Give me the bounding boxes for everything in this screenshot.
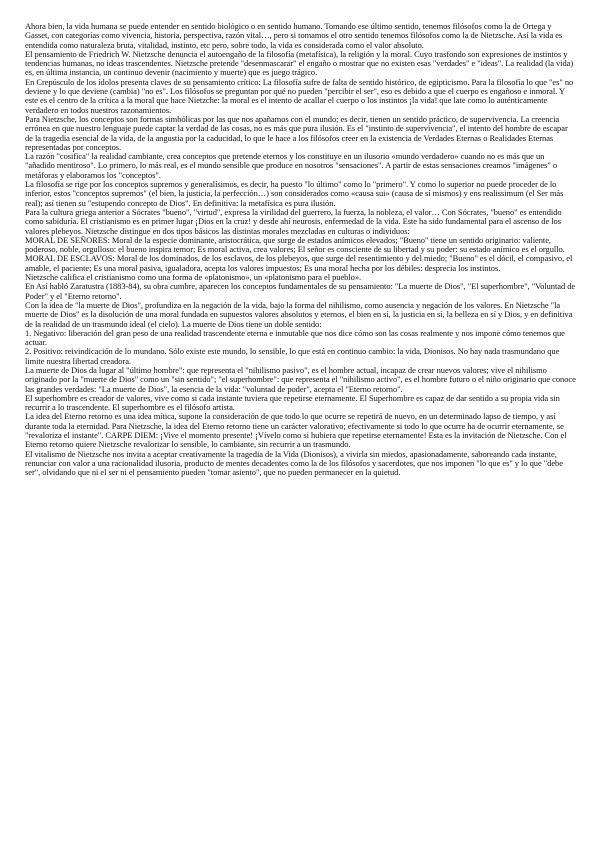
paragraph: MORAL DE ESCLAVOS: Moral de los dominados, de los esclavos, de los plebeyos, que surge del resentimiento y del miedo; "Bueno" es el dócil, el compasivo, el amable, el paciente; Es una moral pasiva, igualadora, acepta los valores impuestos; Es una moral hecha por los débiles: desprecia los instintos. [25, 253, 573, 273]
paragraph: La razón "cosifica" la realidad cambiante, crea conceptos que pretende eternos y los constituye en un ilusorio «mundo verdadero» cuando no es más que un "añadido mentiroso". Lo primero, lo más real, es el mundo sensible que produce en nosotros "sensaciones". A partir de estas sensaciones creamos "imágenes" o metáforas y elaboramos los "conceptos". [25, 151, 558, 180]
paragraph: La filosofía se rige por los conceptos supremos y generalísimos, es decir, ha puesto "lo último" como lo "primero". Y como lo superior no puede proceder de lo inferior, estos "conceptos supremos" (el bien, la justicia, la perfección…) son considerados como «causa sui» (causa de sí mismos) y ens realissimum (el Ser más real); así tienen su "estupendo concepto de Dios". En definitiva: la metafísica es pura ilusión. [25, 179, 564, 208]
paragraph: La muerte de Dios da lugar al "último hombre": que representa el "nihilismo pasivo", es el hombre actual, incapaz de crear nuevos valores; vive el nihilismo originado por la "muerte de Dios" como un "sin sentido"; "el superhombre": que representa el "nihilismo activo", es el hombre futuro o el niño originario que conoce las grandes verdades: "La muerte de Dios", la esencia de la vida: "voluntad de poder", acepta el "Eterno retorno". [25, 364, 576, 394]
paragraph: 1. Negativo: liberación del gran peso de una realidad trascendente eterna e inmutable que nos dice cómo son las cosas realmente y nos impone cómo tenemos que actuar. [25, 327, 565, 348]
paragraph: MORAL DE SEÑORES: Moral de la especie dominante, aristocrática, que surge de estados anímicos elevados; "Bueno" tiene un sentido originario: valiente, poderoso, noble, orgulloso: el bueno inspira temor; Es moral activa, crea valores; El señor es consciente de su libertad y su poder: su estado anímico es el orgullo. [25, 234, 565, 255]
paragraph: Para la cultura griega anterior a Sócrates "bueno", "virtud", expresa la virilidad del guerrero, la fuerza, la nobleza, el valor… Con Sócrates, "bueno" es entendido como sabiduría. El cristianismo es en primer lugar ¡Dios en la cruz! y desde ahí neurosis, enfermedad de la vida. Este ha sido fundamental para el ascenso de los valores plebeyos. Nietzsche distingue en dos tipos básicos las distintas morales mezcladas en culturas o individuos: [25, 206, 562, 236]
paragraph: 2. Positivo: reivindicación de lo mundano. Sólo existe este mundo, lo sensible, lo que está en continuo cambio: la vida, Dionisos. No hay nada trasmundano que limite nuestra libertad creadora. [25, 346, 560, 366]
paragraph: El pensamiento de Friedrich W. Nietzsche denuncia el autoengaño de la filosofía (metafísica), la religión y la moral. Cuyo trasfondo son expresiones de instintos y tendencias humanas, no ideas trascendentes. Nietzsche pretende "desenmascarar" el engaño o mostrar que no existen esas "verdades" e "ideas". La realidad (la vida) es, en última instancia, un continuo devenir (nacimiento y muerte) que es juego trágico. [25, 48, 574, 78]
paragraph: Para Nietzsche, los conceptos son formas simbólicas por las que nos apañamos con el mundo; es decir, tienen un sentido práctico, de supervivencia. La creencia errónea en que nuestro lenguaje puede captar la verdad de las cosas, no es más que pura ilusión. Es el "instinto de supervivencia", el intento del hombre de escapar de la tragedia esencial de la vida, de la angustia por la caducidad, lo que le hace a los filósofos creer en la existencia de Verdades Eternas o Realidades Eternas representadas por conceptos. [25, 113, 568, 152]
paragraph: La idea del Eterno retorno es una idea mítica, supone la consideración de que todo lo que ocurre se repetirá de nuevo, en un determinado lapso de tiempo, y así durante toda la eternidad. Para Nietzsche, la idea del Eterno retorno tiene un carácter valorativo; efectivamente si todo lo que ocurre ha de ocurrir eternamente, se "revaloriza el instante". CARPE DIEM: ¡Vive el momento presente! ¡Vívelo como si hubiera que repetirse eternamente! Esta es la invitación de Nietzsche. Con el Eterno retorno quiere Nietzsche revalorizar lo sensible, lo cambiante, sin recurrir a un trasmundo. [25, 411, 567, 450]
paragraph: El vitalismo de Nietzsche nos invita a aceptar creativamente la tragedia de la Vida (Dionisos), a vivirla sin miedos, apasionadamente, saboreando cada instante, renunciar con valor a una racionalidad ilusoria, producto de mentes decadentes como la de los filósofos y sacerdotes, que nos imponen "lo que es" y lo que "debe ser", olvidando que ni el ser ni el pensamiento pueden "tomar asiento", que no pueden permanecer en la quietud. [25, 448, 563, 478]
paragraph: Ahora bien, la vida humana se puede entender en sentido biológico o en sentido humano. Tomando ese último sentido, tenemos filósofos como la de Ortega y Gasset, con categorías como vivencia, historia, perspectiva, razón vital…, pero si tomamos el otro sentido tenemos filósofos como la de Nietzsche. Así la vida es entendida como naturaleza bruta, vitalidad, instinto, etc pero, sobre todo, la vida es considerada como el valor absoluto. [25, 21, 563, 50]
paragraph: En Así habló Zaratustra (1883-84), su obra cumbre, aparecen los conceptos fundamentales de su pensamiento: "La muerte de Dios", "El superhombre", "Voluntad de Poder" y el "Eterno retorno". [25, 281, 576, 301]
paragraph: Nietzsche califica el cristianismo como una forma de «platonismo», un «platonismo para el pueblo». [25, 272, 362, 283]
paragraph: El superhombre es creador de valores, vive como si cada instante tuviera que repetirse eternamente. El Superhombre es capaz de dar sentido a su propia vida sin recurrir a lo trascendente. El superhombre es el filósofo artista. [25, 392, 560, 413]
paragraph: Con la idea de "la muerte de Dios", profundiza en la negación de la vida, bajo la forma del nihilismo, como ausencia y negación de los valores. En Nietzsche "la muerte de Dios" es la disolución de una moral fundada en supuestos valores absolutos y eternos, el bien en sí, la justicia en sí, la belleza en sí y Dios, y en definitiva de la realidad de un trasmundo ideal (el cielo). La muerte de Dios tiene un doble sentido: [25, 299, 573, 329]
paragraph: En Crepúsculo de los ídolos presenta claves de su pensamiento crítico: La filosofía sufre de falta de sentido histórico, de egipticismo. Para la filosofía lo que "es" no deviene y lo que deviene (cambia) "no es". Los filósofos se preguntan por qué no pueden "percibir el ser", eso es debido a que el cuerpo es engañoso e inmoral. Y este es el centro de la crítica a la moral que hace Nietzche: la moral es el intento de acallar el cuerpo o los instintos ¡la vida! que late como lo auténticamente verdadero en todos nuestros razonamientos. [25, 76, 574, 115]
